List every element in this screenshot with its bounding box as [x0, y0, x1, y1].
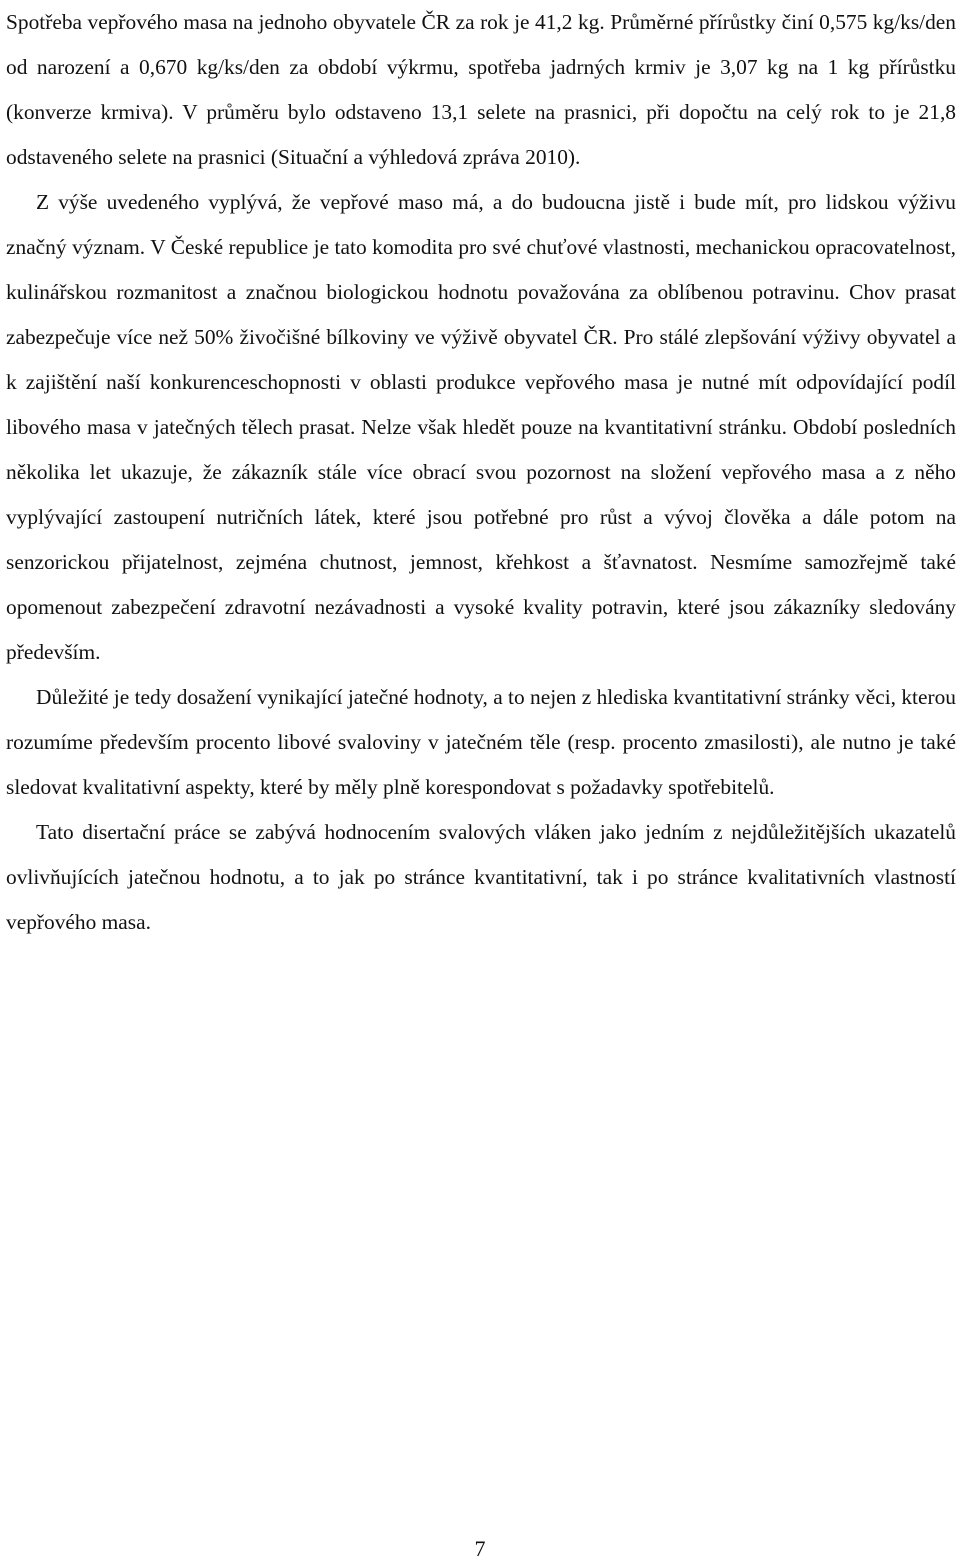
paragraph-pork-importance: Z výše uvedeného vyplývá, že vepřové maso má, a do budoucna jistě i bude mít, pro lidskou výživu značný význam. V České republice je tato komodita pro své chuťové vlastnosti, mechanickou opracovatelnost, kulinářskou rozmanitost a značnou biologickou hodnotu považována za oblíbenou potravinu. Chov prasat zabezpečuje více než 50% živočišné bílkoviny ve výživě obyvatel ČR. Pro stálé zlepšování výživy obyvatel a k zajištění naší konkurenceschopnosti v oblasti produkce vepřového masa je nutné mít odpovídající podíl libového masa v jatečných tělech prasat. Nelze však hledět pouze na kvantitativní stránku. Období posledních několika let ukazuje, že zákazník stále více obrací svou pozornost na složení vepřového masa a z něho vyplývající zastoupení nutričních látek, které jsou potřebné pro růst a vývoj člověka a dále potom na senzorickou přijatelnost, zejména chutnost, jemnost, křehkost a šťavnatost. Nesmíme samozřejmě také opomenout zabezpečení zdravotní nezávadnosti a vysoké kvality potravin, které jsou zákazníky sledovány především.: [6, 190, 956, 664]
page-number: 7: [474, 1536, 486, 1561]
paragraph-pork-consumption: Spotřeba vepřového masa na jednoho obyvatele ČR za rok je 41,2 kg. Průměrné přírůstky činí 0,575 kg/ks/den od narození a 0,670 kg/ks/den za období výkrmu, spotřeba jadrných krmiv je 3,07 kg na 1 kg přírůstku (konverze krmiva). V průměru bylo odstaveno 13,1 selete na prasnici, při dopočtu na celý rok to je 21,8 odstaveného selete na prasnici (Situační a výhledová zpráva 2010).: [6, 10, 956, 169]
paragraph-carcass-value: Důležité je tedy dosažení vynikající jatečné hodnoty, a to nejen z hlediska kvantitativní stránky věci, kterou rozumíme především procento libové svaloviny v jatečném těle (resp. procento zmasilosti), ale nutno je také sledovat kvalitativní aspekty, které by měly plně korespondovat s požadavky spotřebitelů.: [6, 685, 956, 799]
paragraph-thesis-aim: Tato disertační práce se zabývá hodnocením svalových vláken jako jedním z nejdůležitějších ukazatelů ovlivňujících jatečnou hodnotu, a to jak po stránce kvantitativní, tak i po stránce kvalitativních vlastností vepřového masa.: [6, 820, 956, 934]
document-body: [6, 0, 956, 945]
